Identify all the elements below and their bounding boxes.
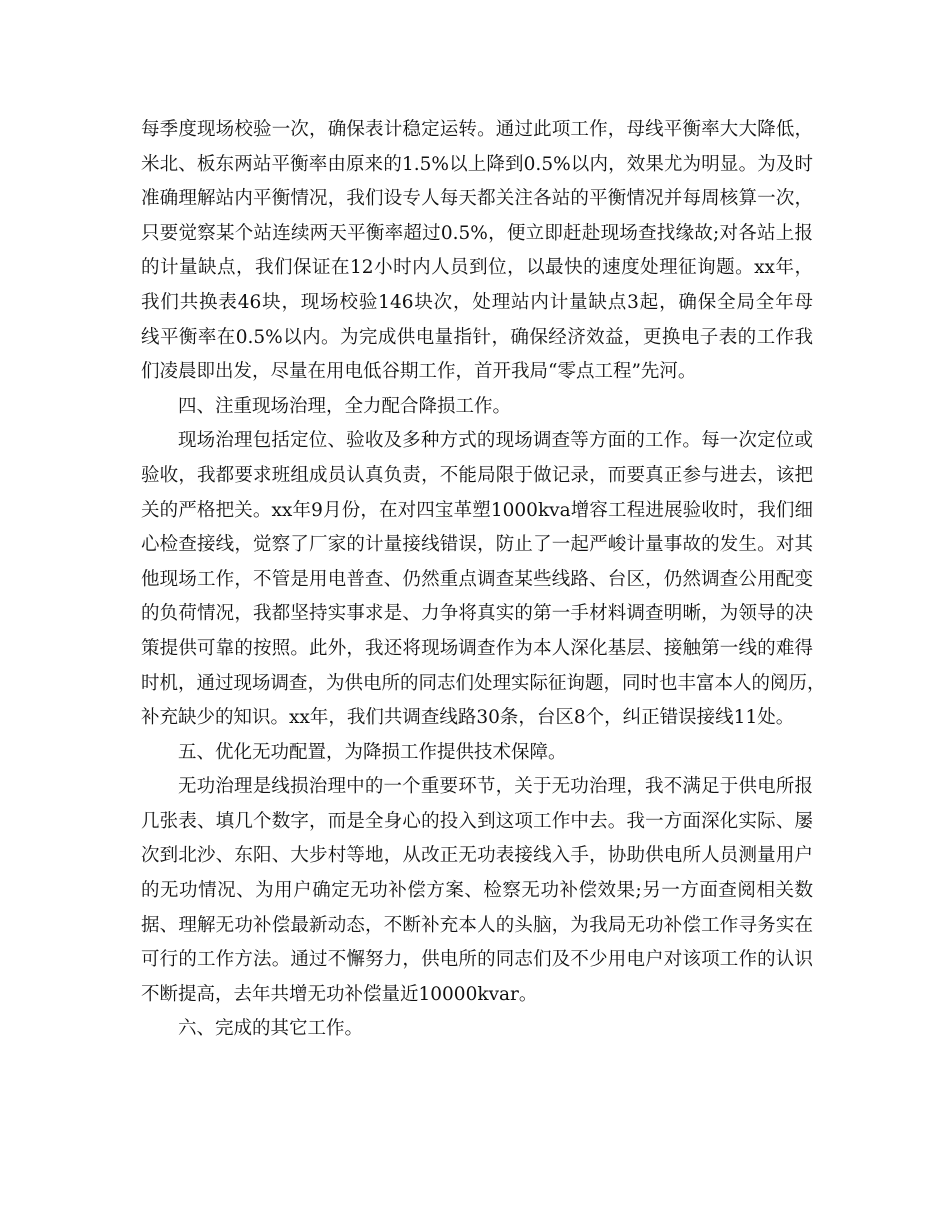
document-body	[141, 113, 826, 1047]
document-line: 他现场工作，不管是用电普查、仍然重点调查某些线路、台区，仍然调查公用配变	[141, 568, 813, 590]
document-line: 验收，我都要求班组成员认真负责，不能局限于做记录，而要真正参与进去，该把	[141, 464, 813, 486]
document-line: 现场治理包括定位、验收及多种方式的现场调查等方面的工作。每一次定位或	[178, 430, 813, 452]
document-line: 不断提高，去年共增无功补偿量近10000kvar。	[141, 983, 538, 1005]
document-line: 次到北沙、东阳、大步村等地，从改正无功表接线入手，协助供电所人员测量用户	[141, 845, 813, 867]
document-line: 每季度现场校验一次，确保表计稳定运转。通过此项工作，母线平衡率大大降低，	[141, 119, 813, 140]
document-line: 我们共换表46块，现场校验146块次，处理站内计量缺点3起，确保全局全年母	[141, 291, 813, 313]
document-line: 只要觉察某个站连续两天平衡率超过0.5%，便立即赶赴现场查找缘故;对各站上报	[141, 222, 813, 244]
document-line: 线平衡率在0.5%以内。为完成供电量指针，确保经济效益，更换电子表的工作我	[141, 326, 813, 348]
document-line: 心检查接线，觉察了厂家的计量接线错误，防止了一起严峻计量事故的发生。对其	[141, 534, 813, 556]
document-line: 们凌晨即出发，尽量在用电低谷期工作，首开我局“零点工程”先河。	[141, 361, 697, 383]
document-line: 补充缺少的知识。xx年，我们共调查线路30条，台区8个，纠正错误接线11处。	[141, 707, 795, 729]
document-line: 几张表、填几个数字，而是全身心的投入到这项工作中去。我一方面深化实际、屡	[141, 810, 813, 832]
document-line: 据、理解无功补偿最新动态，不断补充本人的头脑，为我局无功补偿工作寻务实在	[141, 914, 813, 936]
document-line: 米北、板东两站平衡率由原来的1.5%以上降到0.5%以内，效果尤为明显。为及时	[141, 153, 813, 175]
document-line: 的无功情况、为用户确定无功补偿方案、检察无功补偿效果;另一方面查阅相关数	[141, 880, 813, 902]
document-line: 四、注重现场治理，全力配合降损工作。	[178, 395, 512, 417]
document-line: 无功治理是线损治理中的一个重要环节，关于无功治理，我不满足于供电所报	[178, 776, 813, 798]
document-line: 的计量缺点，我们保证在12小时内人员到位，以最快的速度处理征询题。xx年，	[141, 257, 813, 279]
document-line: 六、完成的其它工作。	[178, 1018, 364, 1040]
document-line: 可行的工作方法。通过不懈努力，供电所的同志们及不少用电户对该项工作的认识	[141, 949, 813, 971]
document-line: 关的严格把关。xx年9月份，在对四宝革塑1000kva增容工程进展验收时，我们细	[141, 499, 813, 521]
document-line: 五、优化无功配置，为降损工作提供技术保障。	[178, 741, 567, 763]
document-line: 的负荷情况，我都坚持实事求是、力争将真实的第一手材料调查明晰，为领导的决	[141, 603, 813, 625]
document-line: 时机，通过现场调查，为供电所的同志们处理实际征询题，同时也丰富本人的阅历，	[141, 672, 826, 694]
document-line: 策提供可靠的按照。此外，我还将现场调查作为本人深化基层、接触第一线的难得	[141, 637, 813, 659]
document-line: 准确理解站内平衡情况，我们设专人每天都关注各站的平衡情况并每周核算一次，	[141, 188, 813, 210]
